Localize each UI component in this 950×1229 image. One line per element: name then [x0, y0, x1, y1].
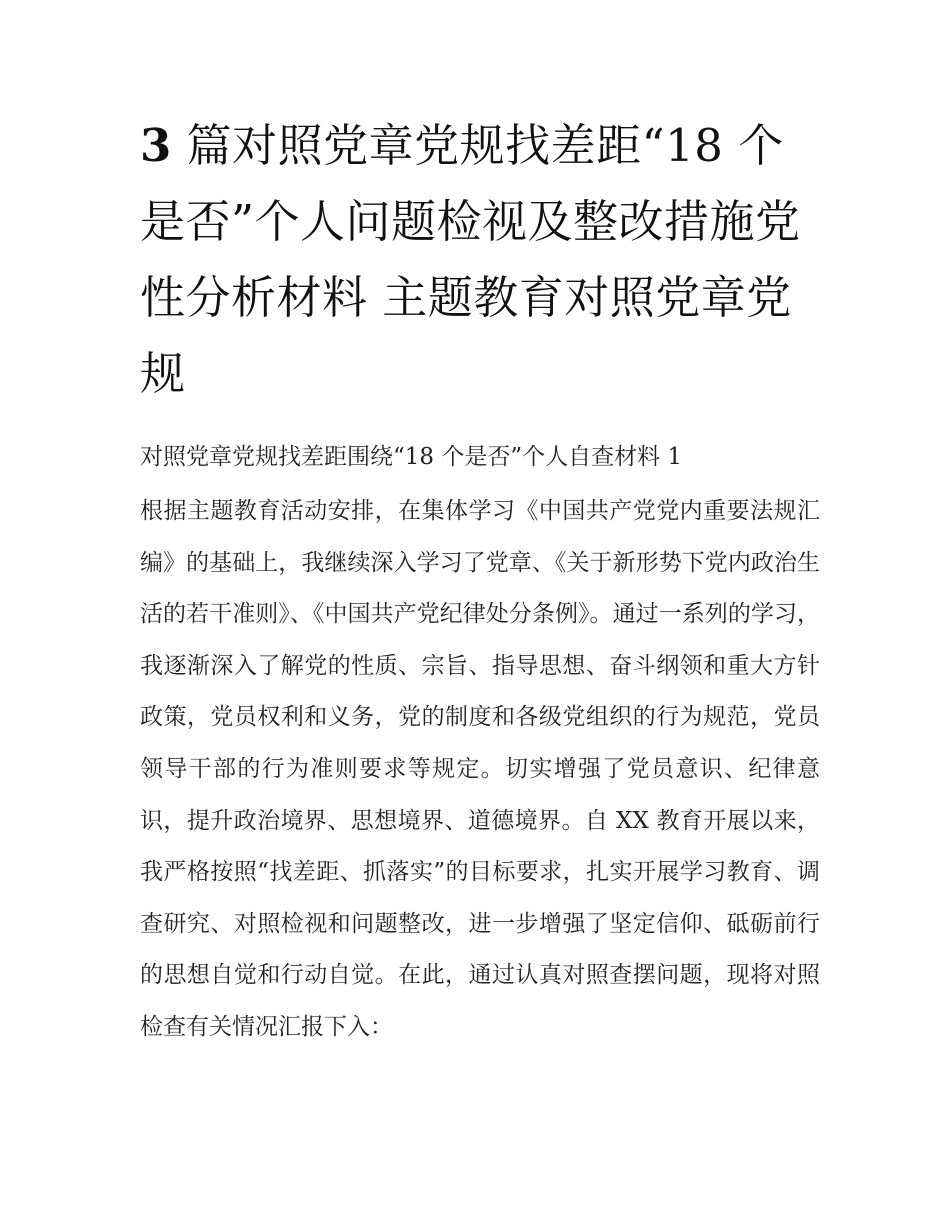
document-subtitle: 对照党章党规找差距围绕“18 个是否”个人自查材料 1	[140, 444, 683, 470]
title-number: 3	[140, 119, 172, 172]
document-title	[140, 108, 820, 412]
title-text: 篇对照党章党规找差距“18 个是否”个人问题检视及整改措施党性分析材料 主题教育对照党章党规	[140, 119, 801, 400]
body-paragraph: 根据主题教育活动安排，在集体学习《中国共产党党内重要法规汇编》的基础上，我继续深入学习了党章、《关于新形势下党内政治生活的若干准则》、《中国共产党纪律处分条例》。通过一系列的学习，我逐渐深入了解党的性质、宗旨、指导思想、奋斗纲领和重大方针政策，党员权利和义务，党的制度和各级党组织的行为规范，党员领导干部的行为准则要求等规定。切实增强了党员意识、纪律意识，提升政治境界、思想境界、道德境界。自 XX 教育开展以来，我严格按照“找差距、抓落实”的目标要求，扎实开展学习教育、调查研究、对照检视和问题整改，进一步增强了坚定信仰、砥砺前行的思想自觉和行动自觉。在此，通过认真对照查摆问题，现将对照检查有关情况汇报下入：	[140, 498, 820, 1040]
